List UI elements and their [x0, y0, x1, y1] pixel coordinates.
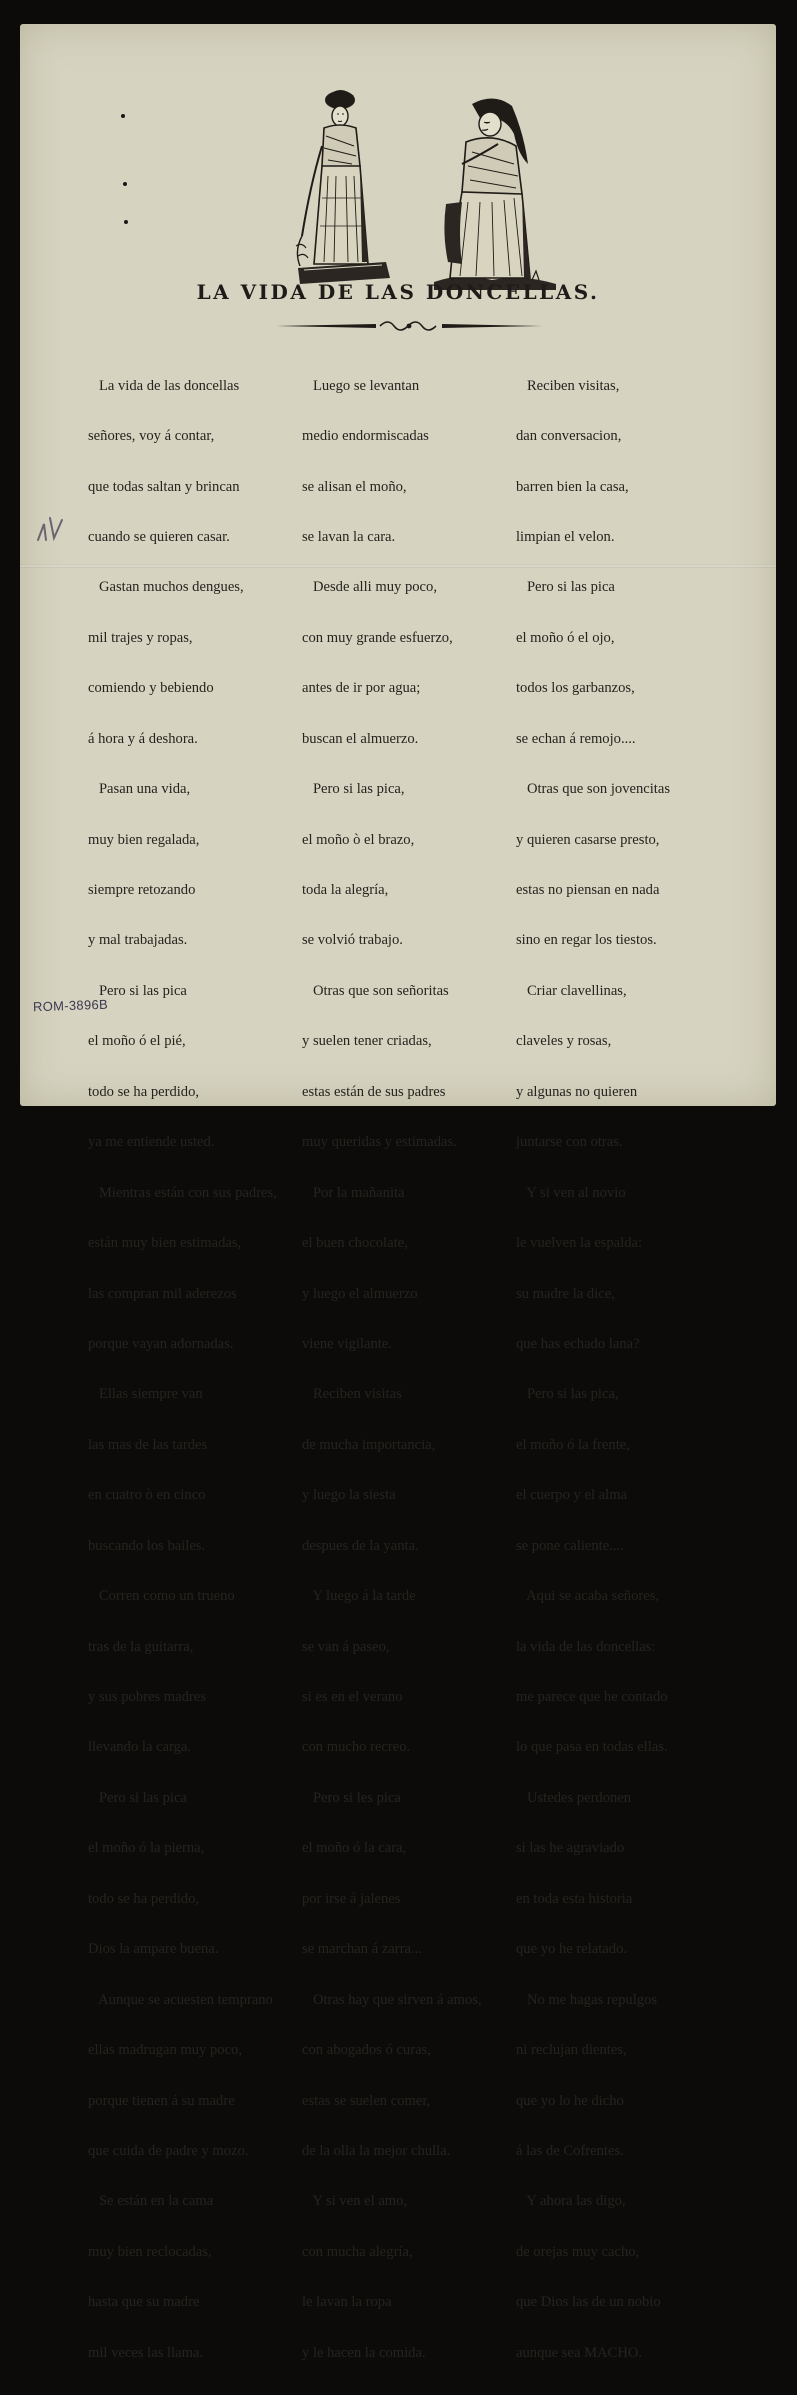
verse-line: porque vayan adornadas. — [88, 1335, 234, 1352]
verse-line: llevando la carga. — [88, 1739, 192, 1756]
verse-line: se lavan la cara. — [302, 528, 396, 545]
verse-line: con muy grande esfuerzo, — [302, 629, 453, 646]
verse-line: en toda esta historia — [516, 1890, 633, 1907]
verse-line: me parece que he contado — [516, 1689, 668, 1705]
verse-line: de orejas muy cacho, — [516, 2243, 640, 2260]
verse-line: Luego se levantan — [302, 377, 420, 394]
verse-line: mil veces las llama. — [88, 2344, 204, 2361]
verse-line: antes de ir por agua; — [302, 680, 421, 697]
verse-line: muy bien regalada, — [88, 831, 200, 848]
verse-line: se pone caliente.... — [516, 1537, 624, 1554]
verse-line: Pero si les pica — [302, 1789, 401, 1806]
verse-line: despues de la yanta. — [302, 1537, 419, 1554]
verse-line: de mucha importancia, — [302, 1436, 436, 1453]
verse-line: buscan el almuerzo. — [302, 730, 419, 747]
verse-line: Por la mañanita — [302, 1184, 405, 1201]
verse-line: de la olla la mejor chulla. — [302, 2142, 451, 2159]
verse-line: lo que pasa en todas ellas. — [516, 1739, 668, 1756]
verse-line: con mucha alegría, — [302, 2243, 413, 2260]
verse-line: y suelen tener criadas, — [302, 1033, 432, 1050]
verse-line: estas no piensan en nada — [516, 882, 660, 898]
verse-line: estas están de sus padres — [302, 1083, 446, 1100]
verse-line: y luego el almuerzo — [302, 1285, 418, 1302]
verse-line: Dios la ampare buena. — [88, 1941, 219, 1958]
verse-line: se echan á remojo.... — [516, 730, 636, 747]
verse-line: por irse á jalenes — [302, 1890, 401, 1907]
verse-line: muy queridas y estimadas. — [302, 1134, 457, 1151]
verse-line: ellas madrugan muy poco, — [88, 2042, 243, 2059]
verse-line: á hora y á deshora. — [88, 730, 198, 747]
library-stamp: ROM-3896B — [32, 996, 109, 1015]
pen-mark-icon — [32, 510, 72, 550]
poem-column-3 — [516, 344, 670, 2395]
verse-line: se marchan á zarra... — [302, 1941, 422, 1958]
verse-line: se van á paseo, — [302, 1638, 390, 1655]
verse-line: Corren como un trueno — [88, 1588, 235, 1605]
verse-line: que cuida de padre y mozo. — [88, 2142, 249, 2159]
verse-line: muy bien reclocadas, — [88, 2243, 212, 2260]
verse-line: La vida de las doncellas — [88, 377, 240, 394]
verse-line: viene vigilante. — [302, 1335, 392, 1352]
bullet-dot — [121, 114, 125, 118]
bullet-dot — [124, 220, 128, 224]
verse-line: medio endormiscadas — [302, 428, 429, 445]
verse-line: le lavan la ropa — [302, 2294, 392, 2311]
decorative-rule-icon — [276, 318, 542, 334]
verse-line: siempre retozando — [88, 882, 196, 898]
verse-line: Criar clavellinas, — [516, 982, 627, 999]
verse-line: barren bien la casa, — [516, 478, 629, 495]
verse-line: Pasan una vida, — [88, 781, 191, 798]
broadside-sheet — [20, 24, 776, 2361]
weeping-maiden-woodcut-icon — [432, 94, 558, 294]
verse-line: si las he agraviado — [516, 1840, 625, 1857]
verse-line: comiendo y bebiendo — [88, 680, 214, 697]
verse-line: Aqui se acaba señores, — [516, 1588, 660, 1605]
verse-line: claveles y rosas, — [516, 1033, 612, 1050]
verse-line: Pero si las pica, — [302, 781, 405, 798]
verse-line: se volvió trabajo. — [302, 932, 403, 949]
verse-line: Otras hay que sirven á amos, — [302, 1991, 482, 2008]
verse-line: y le hacen la comida. — [302, 2344, 426, 2361]
verse-line: ni reclujan dientes, — [516, 2042, 627, 2059]
verse-line: Y si ven al novio — [516, 1184, 626, 1201]
verse-line: y sus pobres madres — [88, 1689, 206, 1705]
verse-line: cuando se quieren casar. — [88, 528, 230, 545]
verse-line: Pero si las pica — [88, 1789, 187, 1806]
verse-line: con mucho recreo. — [302, 1739, 411, 1756]
verse-line: el moño ó el pié, — [88, 1033, 186, 1050]
verse-line: hasta que su madre — [88, 2294, 200, 2311]
verse-line: que has echado lana? — [516, 1335, 640, 1352]
verse-line: tras de la guitarra, — [88, 1638, 194, 1655]
verse-line: Reciben visitas, — [516, 377, 620, 394]
verse-line: juntarse con otras. — [516, 1134, 623, 1151]
woodcut-illustration — [282, 82, 568, 298]
verse-line: su madre la dice, — [516, 1285, 615, 1302]
verse-line: la vida de las doncellas: — [516, 1638, 656, 1655]
verse-line: en cuatro ò en cinco — [88, 1487, 206, 1504]
verse-line: si es en el verano — [302, 1689, 403, 1705]
verse-line: el moño ó el ojo, — [516, 629, 615, 646]
verse-line: que yo lo he dicho — [516, 2092, 624, 2109]
verse-line: y algunas no quieren — [516, 1083, 638, 1100]
verse-line: que Dios las de un nobio — [516, 2294, 661, 2311]
verse-line: el moño ó la cara, — [302, 1840, 407, 1857]
verse-line: Reciben visitas — [302, 1386, 402, 1403]
verse-line: dan conversacion, — [516, 428, 622, 445]
verse-line: Gastan muchos dengues, — [88, 579, 244, 596]
verse-line: que todas saltan y brincan — [88, 478, 240, 495]
bullet-dot — [123, 182, 127, 186]
verse-line: que yo he relatado. — [516, 1941, 628, 1958]
verse-line: y luego la siesta — [302, 1487, 396, 1504]
verse-line: Se están en la cama — [88, 2193, 214, 2210]
verse-line: las compran mil aderezos — [88, 1285, 237, 1302]
verse-line: mil trajes y ropas, — [88, 629, 193, 646]
verse-line: se alisan el moño, — [302, 478, 407, 495]
verse-line: Y si ven el amo, — [302, 2193, 408, 2210]
verse-line: ya me entiende usted. — [88, 1134, 215, 1151]
standing-maiden-woodcut-icon — [288, 86, 398, 296]
verse-line: el buen chocolate, — [302, 1235, 408, 1252]
verse-line: No me hagas repulgos — [516, 1991, 658, 2008]
verse-line: Y ahora las digo, — [516, 2193, 626, 2210]
verse-line: Aunque se acuesten temprano — [88, 1991, 273, 2008]
verse-line: señores, voy á contar, — [88, 428, 215, 445]
verse-line: sino en regar los tiestos. — [516, 932, 657, 949]
verse-line: con abogados ó curas, — [302, 2042, 431, 2059]
verse-line: Pero si las pica, — [516, 1386, 619, 1403]
verse-line: Y luego á la tarde — [302, 1588, 416, 1605]
verse-line: Desde alli muy poco, — [302, 579, 437, 596]
verse-line: Mientras están con sus padres, — [88, 1184, 277, 1201]
verse-line: y quieren casarse presto, — [516, 831, 660, 848]
verse-line: están muy bien estimadas, — [88, 1235, 242, 1252]
verse-line: le vuelven la espalda: — [516, 1235, 643, 1252]
verse-line: porque tienen á su madre — [88, 2092, 235, 2109]
verse-line: Pero si las pica — [516, 579, 615, 596]
verse-line: Ellas siempre van — [88, 1386, 203, 1403]
poem-column-2 — [302, 344, 482, 2395]
poem-column-1 — [88, 344, 277, 2395]
verse-line: Otras que son señoritas — [302, 982, 449, 999]
verse-line: el moño ò el brazo, — [302, 831, 415, 848]
verse-line: estas se suelen comer, — [302, 2092, 431, 2109]
verse-line: las mas de las tardes — [88, 1436, 208, 1453]
verse-line: todos los garbanzos, — [516, 680, 635, 697]
verse-line: toda la alegría, — [302, 882, 389, 898]
verse-line: Otras que son jovencitas — [516, 781, 671, 798]
verse-line: todo se ha perdido, — [88, 1083, 200, 1100]
verse-line: limpian el velon. — [516, 528, 615, 545]
verse-line: el moño ó la frente, — [516, 1436, 630, 1453]
verse-line: y mal trabajadas. — [88, 932, 188, 949]
verse-line: aunque sea MACHO. — [516, 2344, 643, 2361]
verse-line: todo se ha perdido, — [88, 1890, 200, 1907]
verse-line: el moño ó la pierna, — [88, 1840, 205, 1857]
page-title: LA VIDA DE LAS DONCELLAS. — [196, 280, 600, 304]
verse-line: á las de Cofrentes. — [516, 2142, 624, 2159]
verse-line: Pero si las pica — [88, 982, 187, 999]
verse-line: el cuerpo y el alma — [516, 1487, 628, 1504]
verse-line: buscando los bailes. — [88, 1537, 206, 1554]
verse-line: Ustedes perdonen — [516, 1789, 632, 1806]
